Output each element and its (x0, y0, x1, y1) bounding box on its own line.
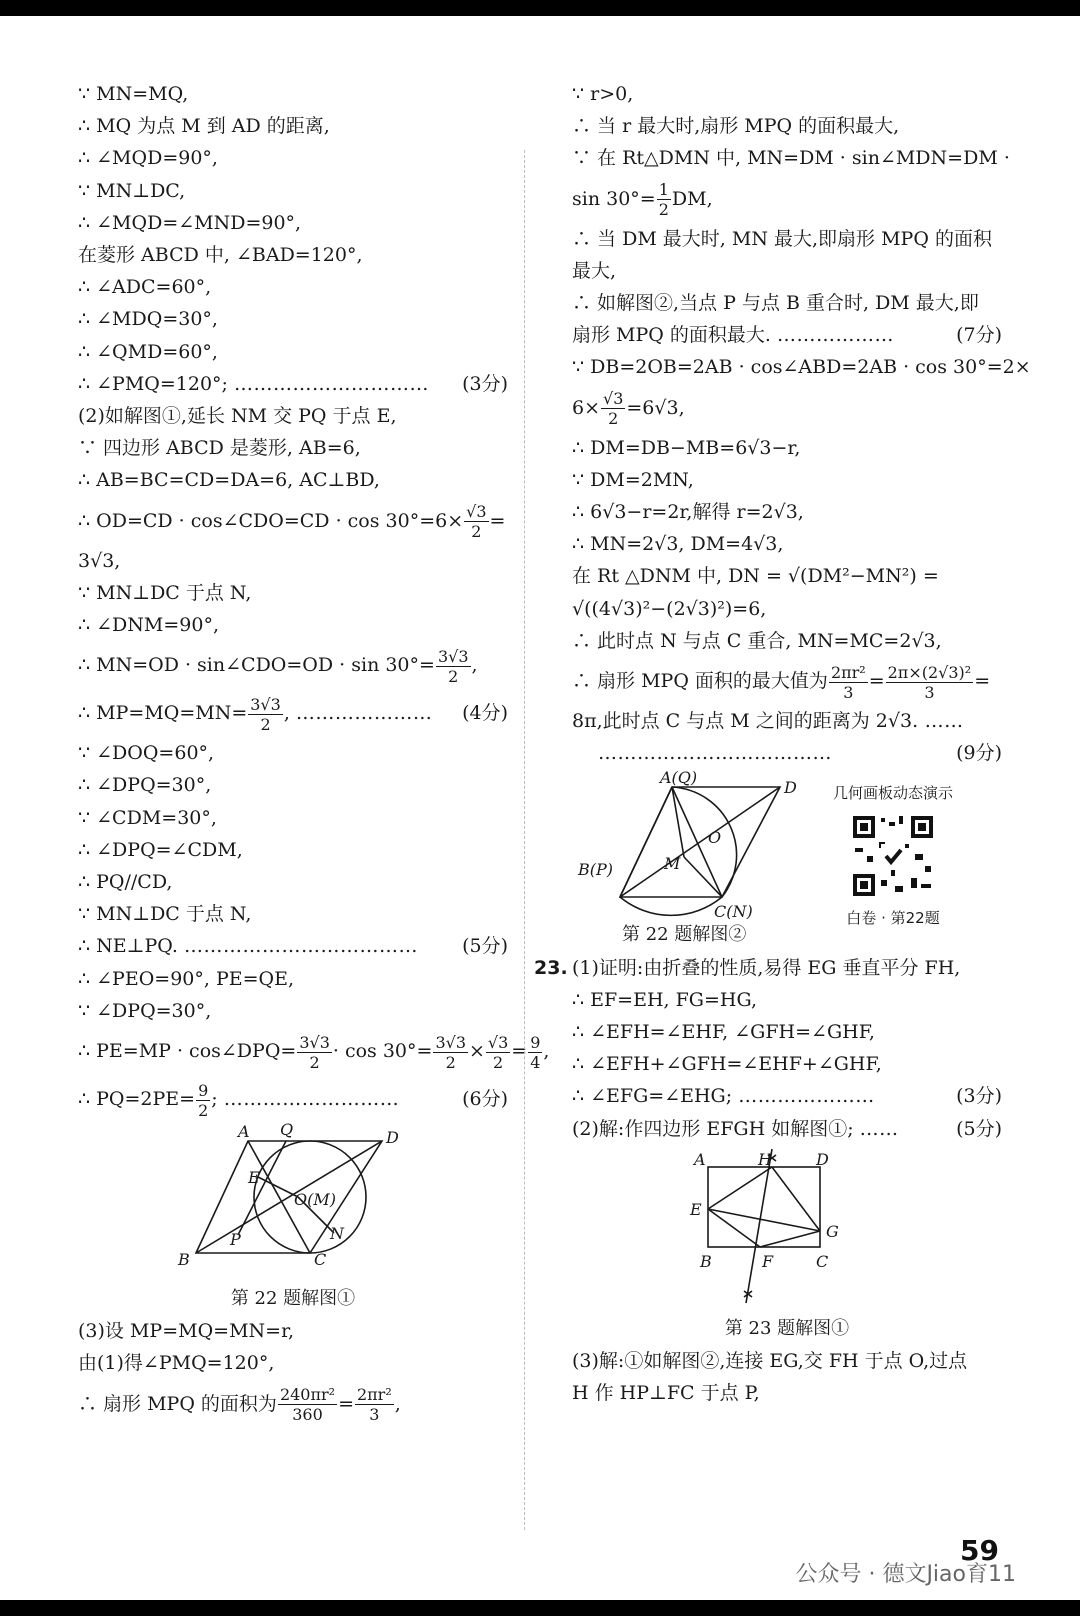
page-number: 59 (960, 1534, 999, 1567)
label-c: C (816, 1251, 829, 1271)
top-border (0, 0, 1080, 16)
leader-dots: ………………… (738, 1085, 875, 1108)
right-column (534, 78, 1031, 1409)
text-line (78, 1027, 550, 1075)
qr-title: 几何画板动态演示 (832, 784, 953, 803)
text-segment: DM, (671, 187, 713, 210)
text-line: 在 Rt △DNM 中, DN = √(DM²−MN²) = (572, 565, 939, 588)
label-d: D (784, 778, 797, 798)
denominator: 360 (292, 1405, 323, 1425)
denominator: 3 (369, 1405, 380, 1425)
label-h: H (758, 1149, 772, 1169)
text-line: ∵ ∠CDM=30°, (78, 806, 217, 829)
denominator: 3 (924, 682, 935, 702)
text-line (572, 1080, 1002, 1112)
bottom-border (0, 1600, 1080, 1616)
label-e: E (690, 1199, 702, 1219)
label-a: A (238, 1123, 250, 1142)
numerator: 3√3 (299, 1032, 330, 1052)
text-line: ∴ 此时点 N 与点 C 重合, MN=MC=2√3, (572, 629, 942, 652)
text-line (78, 689, 508, 737)
text-segment: = (974, 670, 991, 693)
label-q: Q (280, 1123, 294, 1140)
figure-caption: 第 22 题解图① (230, 1288, 356, 1310)
numerator: 9 (530, 1032, 541, 1052)
leader-dots: ………………… (295, 702, 433, 725)
score-label: (4分) (462, 702, 508, 725)
text-line (572, 319, 1002, 351)
score-label: (5分) (462, 935, 508, 958)
text-line: ∴ ∠DNM=90°, (78, 614, 219, 637)
numerator: 3√3 (435, 1032, 466, 1052)
figure-caption: 第 22 题解图② (622, 924, 747, 946)
text-line: ∴ AB=BC=CD=DA=6, AC⊥BD, (78, 469, 380, 492)
denominator: 2 (198, 1100, 209, 1120)
denominator: 2 (448, 666, 459, 686)
text-segment: ∴ PQ=2PE= (78, 1088, 196, 1111)
numerator: 3√3 (250, 694, 281, 714)
text-line: 在菱形 ABCD 中, ∠BAD=120°, (78, 244, 363, 267)
text-segment: = (868, 670, 885, 693)
label-f: F (762, 1251, 774, 1271)
text-line: √((4√3)²−(2√3)²)=6, (572, 597, 767, 620)
column-divider (524, 150, 525, 1530)
text-segment: ∴ OD=CD · cos∠CDO=CD · cos 30°=6× (78, 509, 464, 532)
numerator: 2πr² (356, 1385, 392, 1405)
leader-dots: ……………………… (223, 1088, 400, 1111)
text-segment: ; (211, 1088, 218, 1111)
text-line (78, 641, 508, 689)
score-label: (6分) (462, 1088, 508, 1111)
label-c: C(N) (714, 902, 753, 920)
figure-22-2-block (572, 769, 1002, 927)
figure-23-1 (572, 1145, 1002, 1313)
label-p: P (230, 1230, 241, 1250)
fraction (355, 1385, 394, 1424)
denominator: 2 (445, 1052, 456, 1072)
text-line: ∴ ∠MDQ=30°, (78, 308, 218, 331)
text-line: 由(1)得∠PMQ=120°, (78, 1352, 275, 1375)
denominator: 2 (309, 1052, 320, 1072)
text-line (572, 657, 1002, 705)
text-line: H 作 HP⊥FC 于点 P, (572, 1382, 760, 1405)
question-number: 23. (534, 956, 568, 979)
numerator: 1 (658, 180, 669, 200)
text-line: ∴ 当 r 最大时,扇形 MPQ 的面积最大, (572, 115, 900, 138)
text-segment: (2)解:作四边形 EFGH 如解图①; (572, 1117, 854, 1140)
score-label: (7分) (956, 324, 1002, 347)
text-line: ∴ DM=DB−MB=6√3−r, (572, 436, 801, 459)
text-line (572, 384, 1002, 432)
text-line: ∵ DB=2OB=2AB · cos∠ABD=2AB · cos 30°=2× (572, 356, 1031, 379)
text-line (78, 368, 508, 400)
text-line: ∵ ∠DOQ=60°, (78, 742, 215, 765)
text-line (572, 737, 1002, 769)
leader-dots: …… (918, 710, 964, 733)
leader-dots: ……………………………… (572, 742, 833, 765)
numerator: 3√3 (437, 646, 469, 666)
label-g: G (826, 1221, 839, 1241)
text-segment: ∴ 扇形 MPQ 面积的最大值为 (572, 670, 828, 693)
score-label: (9分) (956, 742, 1002, 765)
fraction (297, 1033, 332, 1072)
label-a: A (694, 1149, 706, 1169)
text-line: ∵ MN⊥DC, (78, 179, 186, 202)
text-line: ∴ EF=EH, FG=HG, (572, 988, 758, 1011)
text-segment: 6× (572, 396, 601, 419)
text-segment: ∴ PE=MP · cos∠DPQ= (78, 1040, 297, 1063)
text-line (572, 175, 1002, 223)
fraction (829, 663, 868, 702)
text-segment: =6√3, (626, 396, 685, 419)
text-segment: · cos 30°= (332, 1040, 433, 1063)
text-line (572, 705, 1002, 737)
fraction (657, 180, 671, 219)
text-line (534, 952, 1002, 984)
text-line: ∵ DM=2MN, (572, 468, 694, 491)
text-line: ∴ MQ 为点 M 到 AD 的距离, (78, 115, 330, 138)
figure-22-2 (572, 769, 812, 919)
footer-brand: 公众号 · 德文Jiao育11 (795, 1562, 1016, 1587)
text-line (78, 1075, 508, 1123)
leader-dots: ……………… (776, 324, 894, 347)
qr-block (818, 777, 968, 933)
label-d: D (816, 1149, 829, 1169)
text-line: ∴ ∠MQD=90°, (78, 147, 218, 170)
text-line: ∴ 6√3−r=2r,解得 r=2√3, (572, 501, 804, 524)
figure-22-1 (78, 1123, 508, 1283)
denominator: 2 (493, 1052, 504, 1072)
denominator: 2 (260, 714, 271, 734)
denominator: 2 (608, 409, 619, 429)
text-segment: sin 30°= (572, 187, 656, 210)
text-segment: = (489, 509, 506, 532)
qr-caption: 白卷 · 第22题 (846, 908, 940, 927)
numerator: 2π×(2√3)² (887, 662, 972, 682)
text-segment: , (394, 1392, 401, 1415)
label-o: O (708, 828, 722, 848)
text-line: ∵ MN⊥DC 于点 N, (78, 903, 252, 926)
text-segment: ∴ ∠EFG=∠EHG; (572, 1085, 733, 1108)
leader-dots: …… (859, 1117, 899, 1140)
denominator: 3 (843, 682, 854, 702)
text-segment: ∴ MN=OD · sin∠CDO=OD · sin 30°= (78, 654, 435, 677)
label-b: B (178, 1250, 190, 1270)
label-b: B(P) (578, 860, 614, 880)
text-line: ∵ ∠DPQ=30°, (78, 999, 212, 1022)
label-c: C (314, 1250, 327, 1270)
text-segment: ∴ 扇形 MPQ 的面积为 (78, 1392, 277, 1415)
numerator: 2πr² (830, 662, 866, 682)
text-line: ∴ ∠EFH=∠EHF, ∠GFH=∠GHF, (572, 1021, 875, 1044)
label-e: E (248, 1168, 260, 1188)
text-segment: (1)证明:由折叠的性质,易得 EG 垂直平分 FH, (572, 956, 961, 979)
text-segment: , (471, 654, 478, 677)
score-label: (3分) (956, 1085, 1002, 1108)
text-segment: , (543, 1040, 550, 1063)
text-segment: ∴ MP=MQ=MN= (78, 702, 248, 725)
fraction (486, 1033, 510, 1072)
fraction (196, 1081, 210, 1120)
text-segment: 8π,此时点 C 与点 M 之间的距离为 2√3. (572, 710, 919, 733)
qr-code-icon[interactable] (851, 814, 935, 898)
fraction (528, 1033, 542, 1072)
text-line: ∴ 如解图②,当点 P 与点 B 重合时, DM 最大,即 (572, 292, 979, 315)
text-line: ∴ 当 DM 最大时, MN 最大,即扇形 MPQ 的面积 (572, 227, 992, 250)
text-segment: 扇形 MPQ 的面积最大. (572, 324, 771, 347)
leader-dots: ………………………… (234, 372, 429, 395)
fraction (886, 663, 974, 702)
text-line: ∴ ∠PEO=90°, PE=QE, (78, 967, 295, 990)
text-line: ∵ r>0, (572, 83, 634, 105)
label-o: O(M) (294, 1190, 336, 1210)
denominator: 2 (471, 522, 482, 542)
text-segment: , (283, 702, 290, 725)
fraction (464, 502, 488, 541)
text-line: ∵ 在 Rt△DMN 中, MN=DM · sin∠MDN=DM · (572, 147, 1010, 170)
text-line: ∴ ∠DPQ=30°, (78, 774, 212, 797)
text-line: ∵ MN=MQ, (78, 83, 189, 105)
numerator: √3 (603, 389, 624, 409)
text-line: ∵ 四边形 ABCD 是菱形, AB=6, (78, 437, 361, 460)
text-segment: = (511, 1040, 528, 1063)
text-line: ∴ ∠ADC=60°, (78, 276, 212, 299)
label-b: B (700, 1251, 712, 1271)
text-line: (3)设 MP=MQ=MN=r, (78, 1320, 295, 1343)
text-line: 最大, (572, 259, 617, 282)
fraction (433, 1033, 468, 1072)
text-line: 3√3, (78, 549, 121, 572)
leader-dots: ……………………………… (184, 935, 418, 958)
text-line: ∴ ∠QMD=60°, (78, 340, 218, 363)
text-line: ∴ ∠EFH+∠GFH=∠EHF+∠GHF, (572, 1053, 882, 1076)
text-segment: ∴ ∠PMQ=120°; (78, 372, 228, 395)
figure-caption: 第 23 题解图① (724, 1317, 850, 1339)
numerator: √3 (466, 502, 487, 522)
label-d: D (386, 1128, 399, 1148)
label-a: A(Q) (660, 769, 698, 788)
text-line: ∴ MN=2√3, DM=4√3, (572, 533, 784, 556)
text-line: ∴ ∠DPQ=∠CDM, (78, 838, 243, 861)
label-m: M (664, 854, 681, 874)
denominator: 2 (658, 200, 669, 220)
left-column (78, 78, 550, 1428)
score-label: (5分) (956, 1117, 1002, 1140)
fraction (278, 1385, 337, 1424)
text-segment: × (469, 1040, 485, 1063)
numerator: √3 (487, 1032, 509, 1052)
label-n: N (330, 1224, 344, 1244)
numerator: 240πr² (279, 1385, 336, 1405)
denominator: 4 (530, 1052, 541, 1072)
text-line: (3)解:①如解图②,连接 EG,交 FH 于点 O,过点 (572, 1350, 968, 1373)
text-line: ∵ MN⊥DC 于点 N, (78, 581, 252, 604)
text-line: ∴ PQ//CD, (78, 871, 173, 894)
text-line (572, 1113, 1002, 1145)
text-line (78, 930, 508, 962)
numerator: 9 (198, 1080, 209, 1100)
fraction (248, 695, 283, 734)
text-line (78, 1380, 508, 1428)
text-segment: = (338, 1392, 354, 1415)
fraction (436, 647, 471, 686)
score-label: (3分) (462, 372, 508, 395)
text-line: (2)如解图①,延长 NM 交 PQ 于点 E, (78, 405, 397, 428)
text-line: ∴ ∠MQD=∠MND=90°, (78, 211, 302, 234)
text-line (78, 497, 508, 545)
text-segment: ∴ NE⊥PQ. (78, 935, 178, 958)
fraction (601, 389, 625, 428)
